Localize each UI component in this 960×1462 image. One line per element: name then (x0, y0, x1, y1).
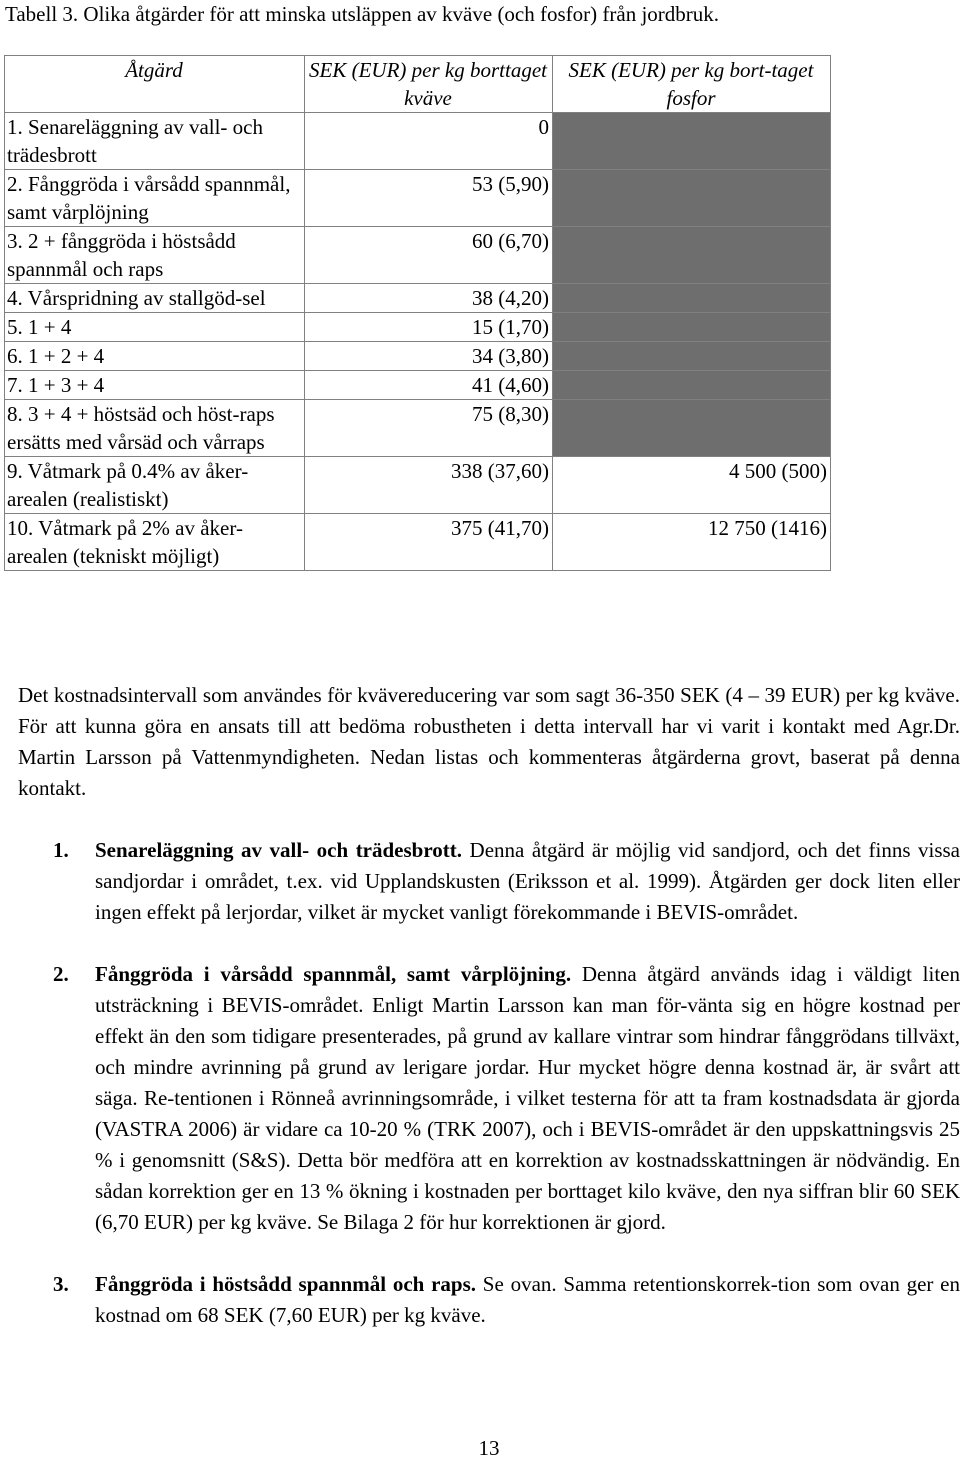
measure-cell: 6. 1 + 2 + 4 (5, 342, 305, 371)
nitrogen-cost-cell: 75 (8,30) (305, 400, 553, 457)
phosphorus-cost-cell: 4 500 (500) (553, 457, 831, 514)
measure-cell: 8. 3 + 4 + höstsäd och höst-raps ersätts med vårsäd och vårraps (5, 400, 305, 457)
phosphorus-cost-cell-shaded (553, 400, 831, 457)
action-item (18, 835, 960, 928)
measure-cell: 2. Fånggröda i vårsådd spannmål, samt vårplöjning (5, 170, 305, 227)
measure-cell: 9. Våtmark på 0.4% av åker-arealen (realistiskt) (5, 457, 305, 514)
phosphorus-cost-cell-shaded (553, 342, 831, 371)
table-row (5, 227, 831, 284)
nitrogen-cost-cell: 375 (41,70) (305, 514, 553, 571)
measure-cell: 1. Senareläggning av vall- och trädesbrott (5, 113, 305, 170)
table-row (5, 400, 831, 457)
page-number: 13 (478, 1436, 500, 1460)
nitrogen-cost-cell: 38 (4,20) (305, 284, 553, 313)
action-number: 2. (53, 962, 69, 986)
table-row (5, 284, 831, 313)
table-caption: Tabell 3. Olika åtgärder för att minska utsläppen av kväve (och fosfor) från jordbruk. (5, 2, 720, 26)
header-phosphorus-cost: SEK (EUR) per kg bort-taget fosfor (553, 56, 831, 113)
phosphorus-cost-cell: 12 750 (1416) (553, 514, 831, 571)
nitrogen-cost-cell: 34 (3,80) (305, 342, 553, 371)
nitrogen-cost-cell: 338 (37,60) (305, 457, 553, 514)
nitrogen-cost-cell: 0 (305, 113, 553, 170)
table-row (5, 170, 831, 227)
phosphorus-cost-cell-shaded (553, 284, 831, 313)
nitrogen-cost-cell: 60 (6,70) (305, 227, 553, 284)
measures-table (4, 55, 831, 571)
nitrogen-cost-cell: 53 (5,90) (305, 170, 553, 227)
table-row (5, 113, 831, 170)
action-title: Senareläggning av vall- och trädesbrott. (95, 838, 463, 862)
measure-cell: 7. 1 + 3 + 4 (5, 371, 305, 400)
actions-list (18, 835, 960, 1331)
nitrogen-cost-cell: 41 (4,60) (305, 371, 553, 400)
phosphorus-cost-cell-shaded (553, 113, 831, 170)
nitrogen-cost-cell: 15 (1,70) (305, 313, 553, 342)
action-text: Denna åtgärd är möjlig vid sandjord, och det finns vissa sandjordar i området, t.ex. vid Upplandskusten (Eriksson et al. 1999). Åtgärden ger dock liten eller ingen effekt på lerjordar, vilket är mycket vanligt förekommande i BEVIS-området. (95, 838, 960, 924)
action-title: Fånggröda i höstsådd spannmål och raps. (95, 1272, 477, 1296)
action-text: Se ovan. Samma retentionskorrek-tion som ovan ger en kostnad om 68 SEK (7,60 EUR) per kg kväve. (95, 1272, 960, 1327)
table-row (5, 342, 831, 371)
table-header-row (5, 56, 831, 113)
table-row (5, 313, 831, 342)
action-title: Fånggröda i vårsådd spannmål, samt vårplöjning. (95, 962, 572, 986)
phosphorus-cost-cell-shaded (553, 313, 831, 342)
action-number: 1. (53, 838, 69, 862)
table-row (5, 371, 831, 400)
measure-cell: 10. Våtmark på 2% av åker-arealen (tekniskt möjligt) (5, 514, 305, 571)
measure-cell: 5. 1 + 4 (5, 313, 305, 342)
phosphorus-cost-cell-shaded (553, 371, 831, 400)
phosphorus-cost-cell-shaded (553, 227, 831, 284)
measure-cell: 4. Vårspridning av stallgöd-sel (5, 284, 305, 313)
intro-paragraph: Det kostnadsintervall som användes för kvävereducering var som sagt 36-350 SEK (4 – 39 EUR) per kg kväve. För att kunna göra en ansats till att bedöma robustheten i detta intervall har vi varit i kontakt med Agr.Dr. Martin Larsson på Vattenmyndigheten. Nedan listas och kommenteras åtgärderna grovt, baserat på denna kontakt. (18, 683, 960, 800)
header-measure: Åtgärd (5, 56, 305, 113)
body-text (18, 680, 960, 1331)
action-text: Denna åtgärd används idag i väldigt liten utsträckning i BEVIS-området. Enligt Martin Larsson kan man för-vänta sig en högre kostnad per effekt än den som tidigare presenterades, på grund av kallare vintrar som hindrar fånggrödans tillväxt, och mindre avrinning på grund av lerigare jordar. Hur mycket högre denna kostnad är, är svårt att säga. Re-tentionen i Rönneå avrinningsområde, i vilket testerna för att ta fram kostnadsdata är gjorda (VASTRA 2006) är vidare ca 10-20 % (TRK 2007), och i BEVIS-området är den uppskattningsvis 25 % i genomsnitt (S&S). Detta bör medföra att en korrektion av kostnadsskattningen är nödvändig. En sådan korrektion ger en 13 % ökning i kostnaden per borttaget kilo kväve, den nya siffran blir 60 SEK (6,70 EUR) per kg kväve. Se Bilaga 2 för hur korrektionen är gjord. (95, 962, 960, 1234)
action-item (18, 1269, 960, 1331)
action-number: 3. (53, 1272, 69, 1296)
header-nitrogen-cost: SEK (EUR) per kg borttaget kväve (305, 56, 553, 113)
measure-cell: 3. 2 + fånggröda i höstsådd spannmål och raps (5, 227, 305, 284)
table-row (5, 457, 831, 514)
phosphorus-cost-cell-shaded (553, 170, 831, 227)
table-row (5, 514, 831, 571)
action-item (18, 959, 960, 1238)
